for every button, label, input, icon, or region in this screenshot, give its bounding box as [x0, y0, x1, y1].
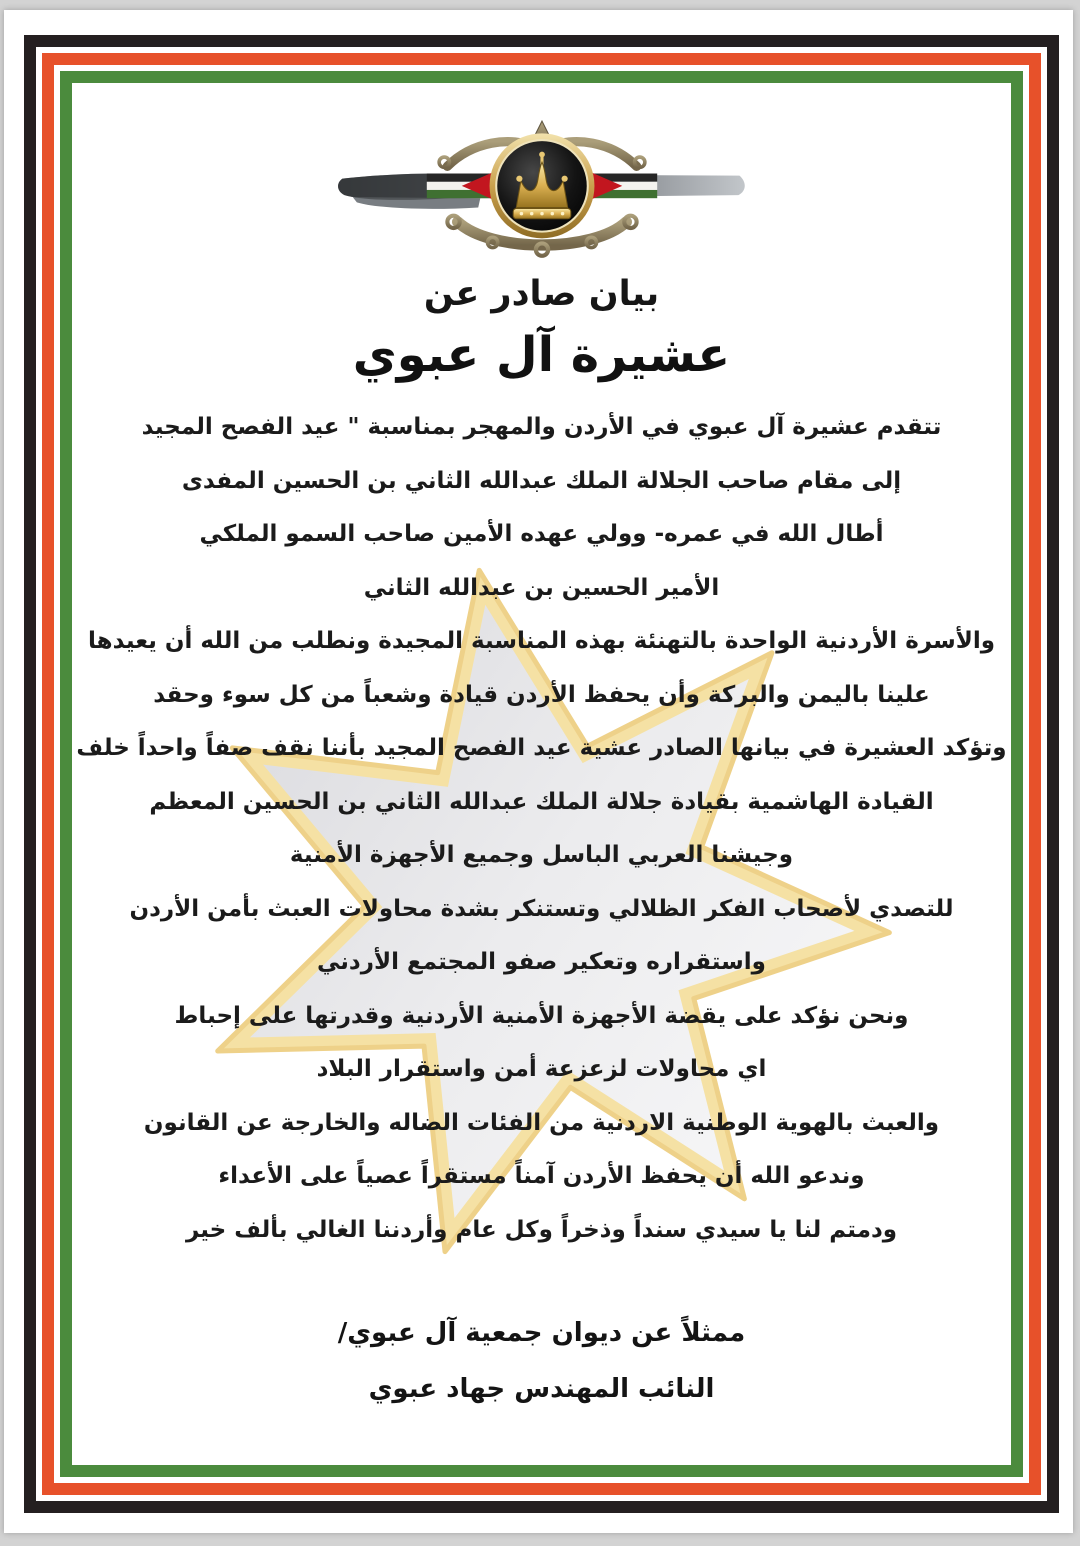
statement-line: تتقدم عشيرة آل عبوي في الأردن والمهجر بمناسبة " عيد الفصح المجيد	[141, 414, 942, 440]
statement-line: الأمير الحسين بن عبدالله الثاني	[363, 574, 720, 601]
statement-line: واستقراره وتعكير صفو المجتمع الأردني	[317, 949, 766, 975]
statement-line: وندعو الله أن يحفظ الأردن آمناً مستقراً عصياً على الأعداء	[218, 1163, 865, 1189]
jordan-flag-right-icon	[589, 171, 657, 200]
statement-body	[70, 401, 1013, 1257]
statement-line: القيادة الهاشمية بقيادة جلالة الملك عبدالله الثاني بن الحسين المعظم	[149, 788, 934, 815]
statement-line: اي محاولات لزعزعة أمن واستقرار البلاد	[316, 1056, 767, 1082]
statement-line: علينا باليمن والبركة وأن يحفظ الأردن قيادة وشعباً من كل سوء وحقد	[153, 681, 930, 708]
statement-line: للتصدي لأصحاب الفكر الظلالي وتستنكر بشدة محاولات العبث بأمن الأردن	[129, 895, 954, 922]
statement-line: ونحن نؤكد على يقضة الأجهزة الأمنية الأردنية وقدرتها على إحباط	[174, 1002, 909, 1029]
statement-line: أطال الله في عمره- وولي عهده الأمين صاحب السمو الملكي	[199, 521, 884, 547]
statement-line: وجيشنا العربي الباسل وجميع الأجهزة الأمنية	[289, 842, 794, 868]
royal-crown-emblem	[326, 119, 758, 263]
signature-block	[70, 1305, 1013, 1417]
statement-line: وتؤكد العشيرة في بيانها الصادر عشية عيد الفصح المجيد بأننا نقف صفاً واحداً خلف	[76, 735, 1007, 761]
statement-heading: بيان صادر عن	[423, 274, 660, 314]
statement-line: إلى مقام صاحب الجلالة الملك عبدالله الثاني بن الحسين المفدى	[181, 467, 902, 494]
statement-content	[70, 83, 1013, 1467]
signature-role: ممثلاً عن ديوان جمعية آل عبوي/	[337, 1318, 746, 1348]
statement-line: والعبث بالهوية الوطنية الاردنية من الفئات الضاله والخارجة عن القانون	[143, 1109, 940, 1136]
jordan-flag-left-icon	[426, 171, 494, 200]
document-page	[4, 10, 1073, 1533]
statement-line: ودمتم لنا يا سيدي سنداً وذخراً وكل عام وأردننا الغالي بألف خير	[185, 1216, 898, 1243]
clan-name-heading: عشيرة آل عبوي	[352, 327, 731, 383]
crown-medallion	[489, 133, 594, 238]
statement-line: والأسرة الأردنية الواحدة بالتهنئة بهذه المناسبة المجيدة ونطلب من الله أن يعيدها	[87, 628, 996, 654]
signature-name: النائب المهندس جهاد عبوي	[368, 1374, 715, 1404]
